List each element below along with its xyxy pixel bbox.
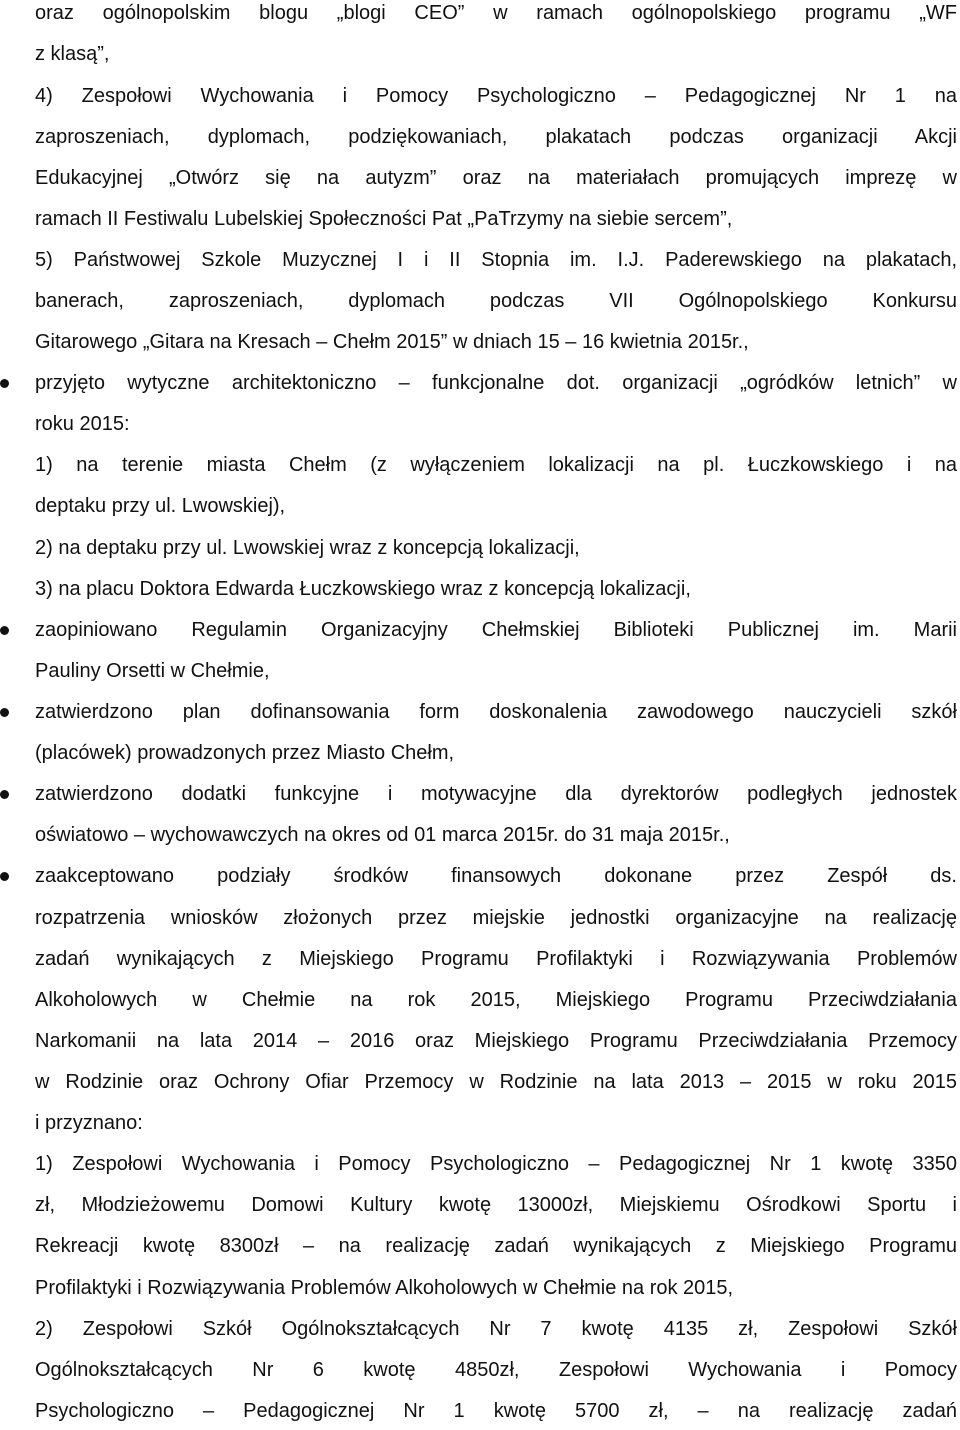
text-line: Alkoholowych w Chełmie na rok 2015, Miejskiego Programu Przeciwdziałania (35, 989, 957, 1011)
text-line: 3) na placu Doktora Edwarda Łuczkowskiego wraz z koncepcją lokalizacji, (35, 578, 691, 600)
text-line: zatwierdzono dodatki funkcyjne i motywacyjne dla dyrektorów podległych jednostek (35, 783, 957, 805)
text-line: Pauliny Orsetti w Chełmie, (35, 660, 270, 682)
text-line: z klasą”, (35, 43, 110, 65)
text-line: Edukacyjnej „Otwórz się na autyzm” oraz na materiałach promujących imprezę w (35, 167, 957, 189)
text-line: 1) na terenie miasta Chełm (z wyłączeniem lokalizacji na pl. Łuczkowskiego i na (35, 454, 957, 476)
text-line: zaakceptowano podziały środków finansowych dokonane przez Zespół ds. (35, 865, 957, 887)
text-line: 2) na deptaku przy ul. Lwowskiej wraz z koncepcją lokalizacji, (35, 537, 580, 559)
text-line: ramach II Festiwalu Lubelskiej Społeczności Pat „PaTrzymy na siebie sercem”, (35, 208, 733, 230)
bullet-icon (0, 872, 9, 881)
text-line: przyjęto wytyczne architektoniczno – funkcjonalne dot. organizacji „ogródków letnich” w (35, 372, 957, 394)
text-line: (placówek) prowadzonych przez Miasto Chełm, (35, 742, 455, 764)
text-line: deptaku przy ul. Lwowskiej), (35, 495, 286, 517)
text-line: 1) Zespołowi Wychowania i Pomocy Psychologiczno – Pedagogicznej Nr 1 kwotę 3350 (35, 1153, 957, 1175)
text-line: roku 2015: (35, 413, 130, 435)
text-line: Ogólnokształcących Nr 6 kwotę 4850zł, Zespołowi Wychowania i Pomocy (35, 1359, 957, 1381)
text-line: rozpatrzenia wniosków złożonych przez miejskie jednostki organizacyjne na realizację (35, 907, 957, 929)
bullet-icon (0, 708, 9, 717)
text-line: oświatowo – wychowawczych na okres od 01 marca 2015r. do 31 maja 2015r., (35, 824, 730, 846)
text-line: Profilaktyki i Rozwiązywania Problemów Alkoholowych w Chełmie na rok 2015, (35, 1277, 734, 1299)
text-line: banerach, zaproszeniach, dyplomach podczas VII Ogólnopolskiego Konkursu (35, 290, 957, 312)
bullet-icon (0, 379, 9, 388)
text-line: zaopiniowano Regulamin Organizacyjny Chełmskiej Biblioteki Publicznej im. Marii (35, 619, 957, 641)
text-line: i przyznano: (35, 1112, 143, 1134)
text-line: zadań wynikających z Miejskiego Programu Profilaktyki i Rozwiązywania Problemów (35, 948, 957, 970)
text-line: w Rodzinie oraz Ochrony Ofiar Przemocy w Rodzinie na lata 2013 – 2015 w roku 2015 (35, 1071, 957, 1093)
text-line: 2) Zespołowi Szkół Ogólnokształcących Nr 7 kwotę 4135 zł, Zespołowi Szkół (35, 1318, 957, 1340)
text-line: Narkomanii na lata 2014 – 2016 oraz Miejskiego Programu Przeciwdziałania Przemocy (35, 1030, 957, 1052)
text-line: Gitarowego „Gitara na Kresach – Chełm 2015” w dniach 15 – 16 kwietnia 2015r., (35, 331, 749, 353)
text-line: oraz ogólnopolskim blogu „blogi CEO” w ramach ogólnopolskiego programu „WF (35, 2, 957, 24)
text-line: Psychologiczno – Pedagogicznej Nr 1 kwotę 5700 zł, – na realizację zadań (35, 1400, 957, 1422)
text-line: zaproszeniach, dyplomach, podziękowaniach, plakatach podczas organizacji Akcji (35, 126, 957, 148)
text-line: zł, Młodzieżowemu Domowi Kultury kwotę 13000zł, Miejskiemu Ośrodkowi Sportu i (35, 1194, 957, 1216)
text-line: Rekreacji kwotę 8300zł – na realizację zadań wynikających z Miejskiego Programu (35, 1235, 957, 1257)
text-line: 4) Zespołowi Wychowania i Pomocy Psychologiczno – Pedagogicznej Nr 1 na (35, 85, 957, 107)
text-line: 5) Państwowej Szkole Muzycznej I i II Stopnia im. I.J. Paderewskiego na plakatach, (35, 249, 957, 271)
bullet-icon (0, 790, 9, 799)
text-line: zatwierdzono plan dofinansowania form doskonalenia zawodowego nauczycieli szkół (35, 701, 957, 723)
bullet-icon (0, 626, 9, 635)
